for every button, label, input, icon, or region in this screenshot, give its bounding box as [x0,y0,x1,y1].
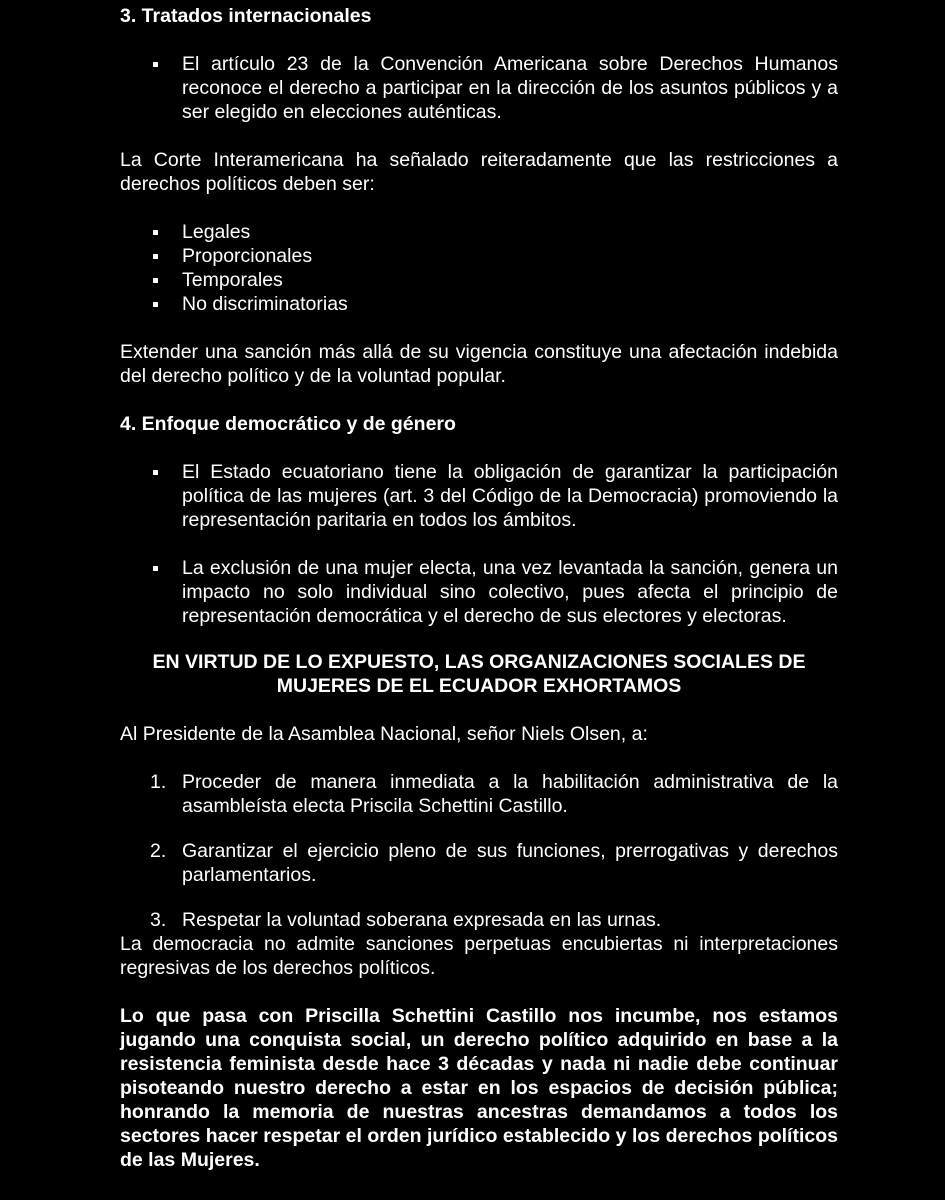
demand-item-3 [120,908,838,932]
criterion-temporales: Temporales [120,268,838,292]
exhortation-title-line-1: EN VIRTUD DE LO EXPUESTO, LAS ORGANIZACIONES SOCIALES DE [152,651,806,673]
restriction-criteria-list [120,220,838,316]
document-body [120,4,838,1172]
demands-list [120,908,838,932]
list-item: La exclusión de una mujer electa, una vez levantada la sanción, genera un impacto no solo individual sino colectivo, pues afecta el principio de representación democrática y el derecho de sus electores y electoras. [120,556,838,628]
list-item: El artículo 23 de la Convención Americana sobre Derechos Humanos reconoce el derecho a participar en la dirección de los asuntos públicos y a ser elegido en elecciones auténticas. [120,52,838,124]
section-4-bullet-list [120,460,838,532]
demands-list [120,770,838,818]
demand-text: Garantizar el ejercicio pleno de sus funciones, prerrogativas y derechos parlamentarios. [182,840,838,886]
criterion-legales: Legales [120,220,838,244]
exhortation-title-line-2: MUJERES DE EL ECUADOR EXHORTAMOS [276,675,682,697]
list-item: El Estado ecuatoriano tiene la obligación de garantizar la participación política de las mujeres (art. 3 del Código de la Democracia) promoviendo la representación paritaria en todos los ámbitos. [120,460,838,532]
demand-text: Respetar la voluntad soberana expresada en las urnas. [182,909,662,931]
demands-list [120,839,838,887]
criterion-proporcionales: Proporcionales [120,244,838,268]
demand-number: 2. [150,840,167,862]
section-3-heading: 3. Tratados internacionales [120,5,372,27]
section-4-bullet-list [120,556,838,628]
criterion-no-discriminatorias: No discriminatorias [120,292,838,316]
exhortation-addressee: Al Presidente de la Asamblea Nacional, señor Niels Olsen, a: [120,723,648,745]
demand-item-2 [120,839,838,887]
closing-statement: Lo que pasa con Priscilla Schettini Castillo nos incumbe, nos estamos jugando una conquista social, un derecho político adquirido en base a la resistencia feminista desde hace 3 décadas y nada ni nadie debe continuar pisoteando nuestro derecho a estar en los espacios de decisión pública; honrando la memoria de nuestras ancestras demandamos a todos los sectores hacer respetar el orden jurídico establecido y los derechos políticos de las Mujeres. [120,1005,838,1171]
democracy-statement: La democracia no admite sanciones perpetuas encubiertas ni interpretaciones regresivas de los derechos políticos. [120,933,838,979]
demand-text: Proceder de manera inmediata a la habilitación administrativa de la asambleísta electa Priscila Schettini Castillo. [182,771,838,817]
demand-item-1 [120,770,838,818]
section-3-bullet-list [120,52,838,124]
section-3-paragraph: La Corte Interamericana ha señalado reiteradamente que las restricciones a derechos políticos deben ser: [120,149,838,195]
section-4-heading: 4. Enfoque democrático y de género [120,413,456,435]
section-3-conclusion: Extender una sanción más allá de su vigencia constituye una afectación indebida del derecho político y de la voluntad popular. [120,341,838,387]
demand-number: 1. [150,771,167,793]
demand-number: 3. [150,909,167,931]
